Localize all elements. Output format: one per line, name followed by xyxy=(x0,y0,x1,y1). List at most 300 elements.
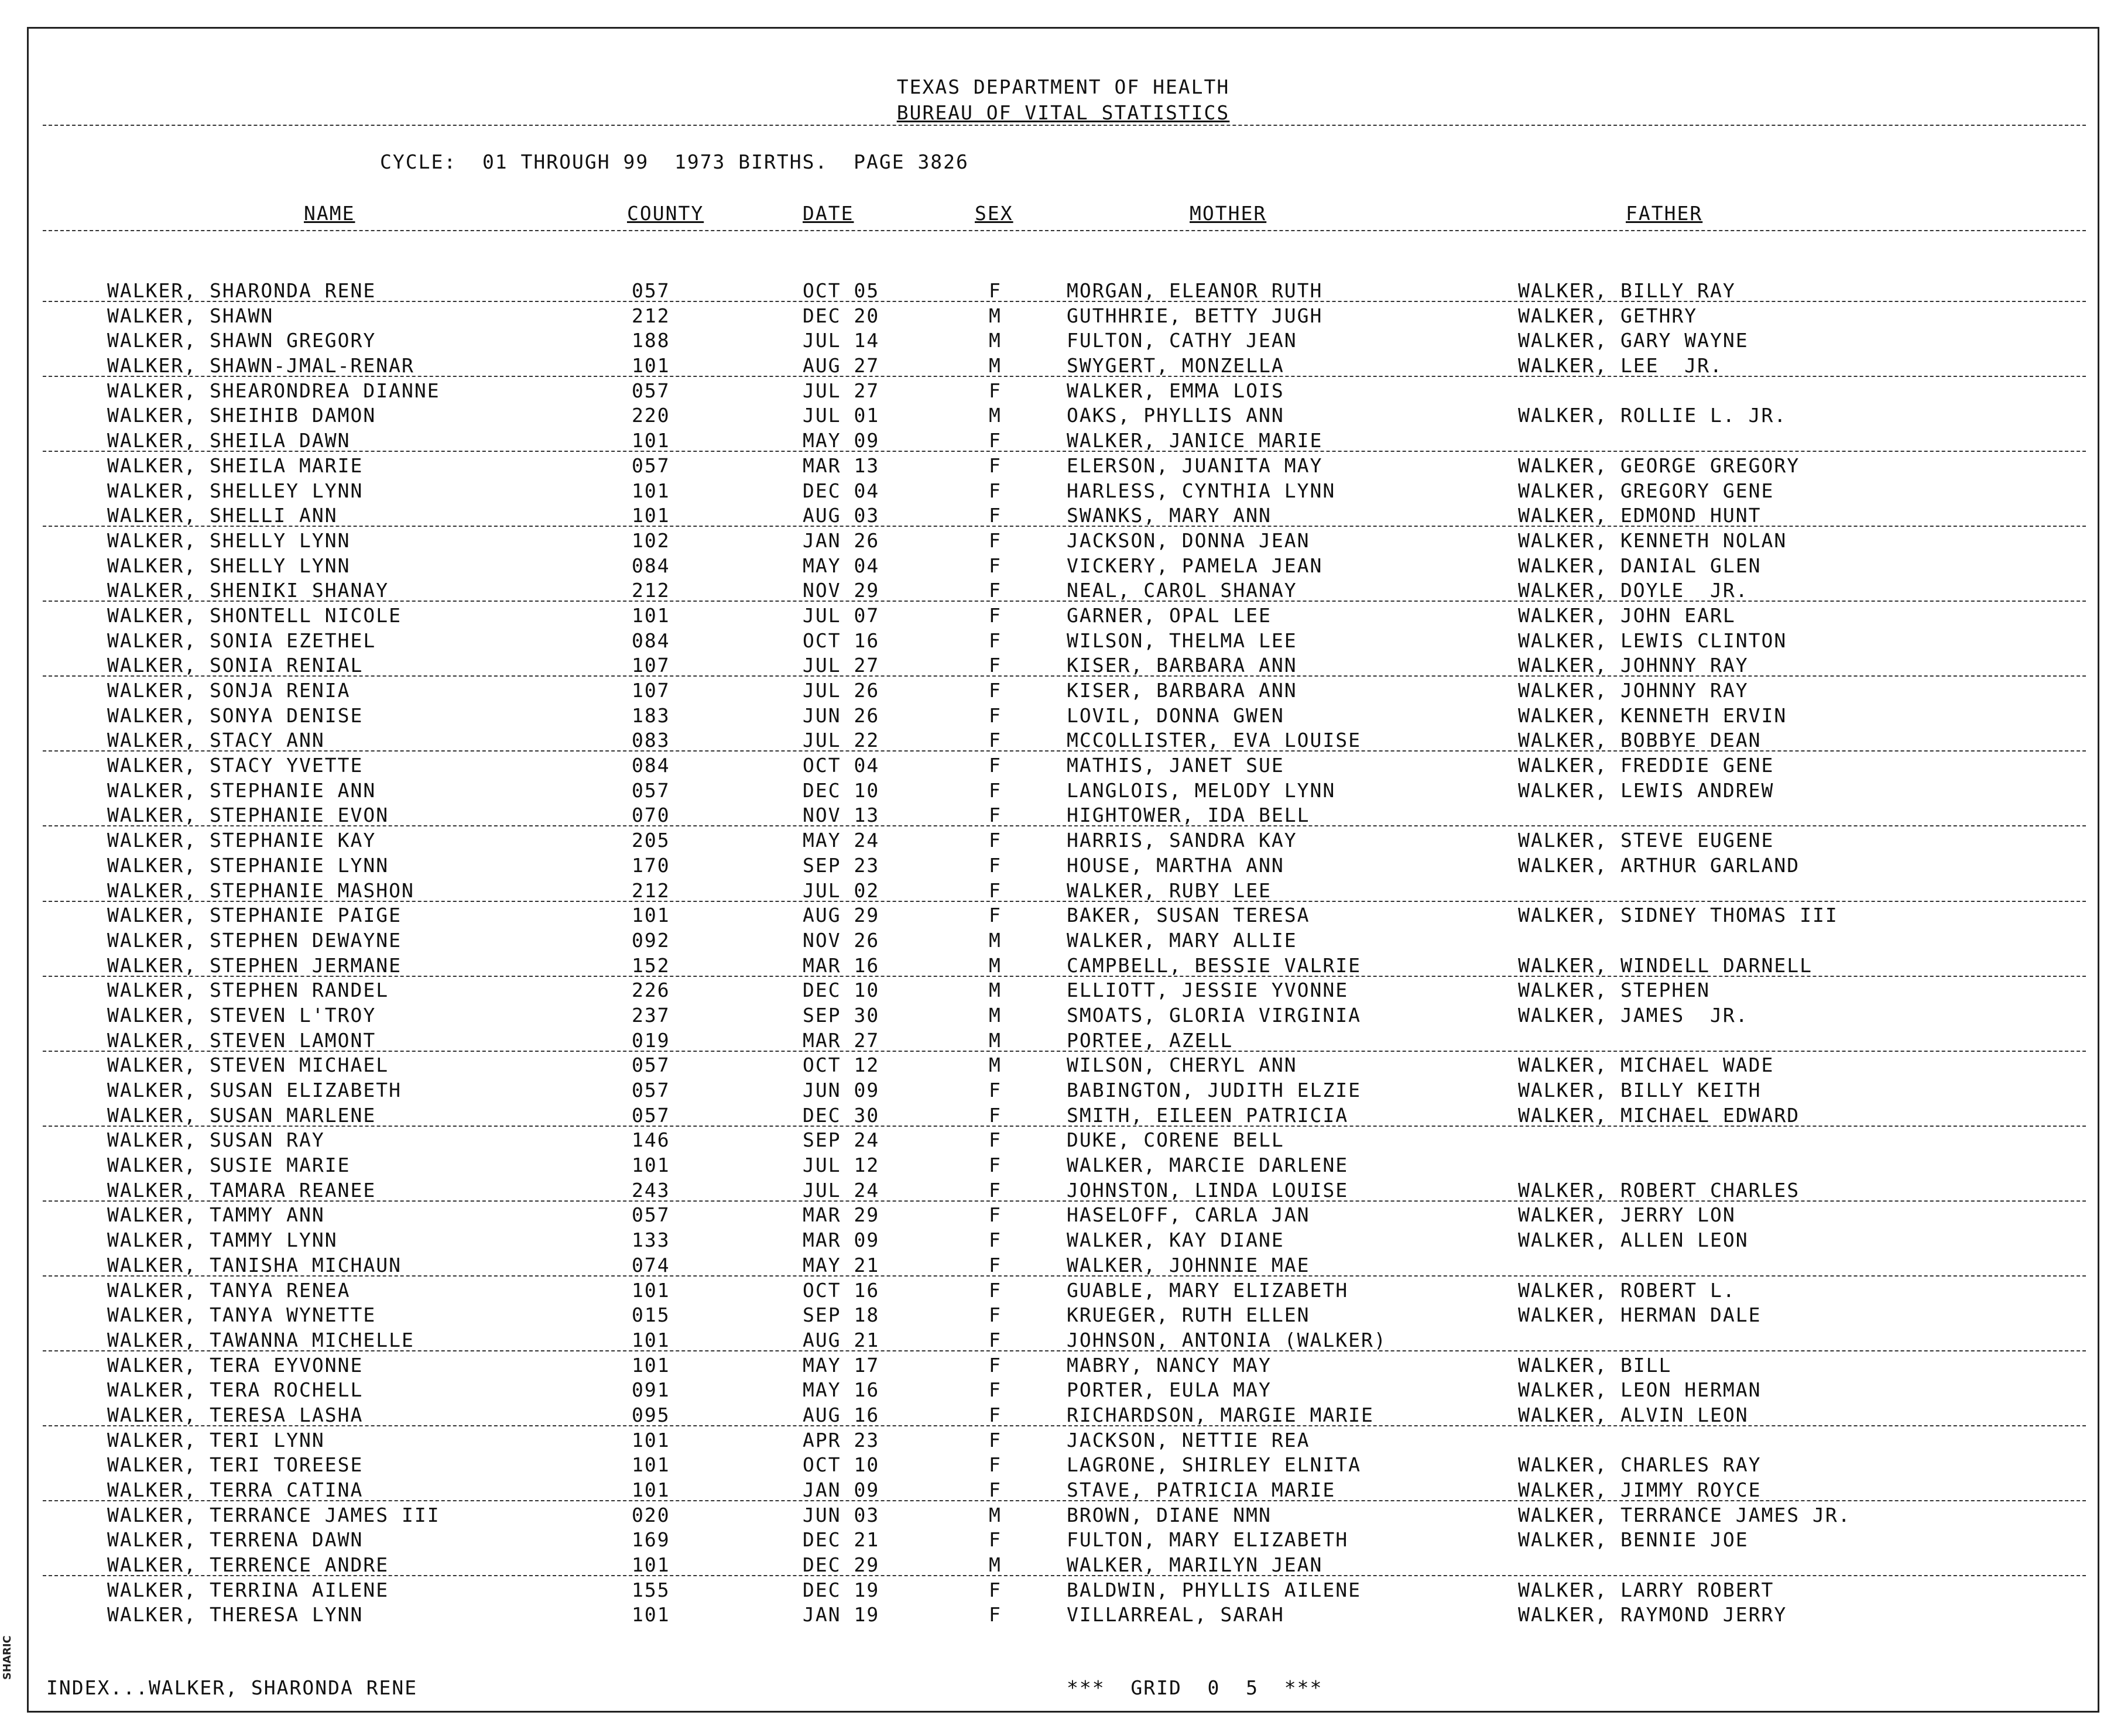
record-county: 212 xyxy=(632,879,670,902)
record-father: WALKER, JAMES JR. xyxy=(1518,1003,1749,1027)
record-row xyxy=(29,1504,2101,1529)
record-name: WALKER, STEPHEN DEWAYNE xyxy=(107,928,402,952)
row-group-rule xyxy=(43,825,2086,826)
record-county: 101 xyxy=(632,904,670,927)
record-father: WALKER, WINDELL DARNELL xyxy=(1518,953,1813,977)
record-sex: F xyxy=(989,804,1002,827)
row-group-rule xyxy=(43,901,2086,902)
record-date: DEC 10 xyxy=(803,778,880,802)
record-county: 020 xyxy=(632,1503,670,1526)
record-name: WALKER, SHELLY LYNN xyxy=(107,554,351,577)
record-county: 057 xyxy=(632,454,670,477)
record-father: WALKER, LEE JR. xyxy=(1518,354,1723,378)
record-name: WALKER, TERA ROCHELL xyxy=(107,1378,364,1402)
record-date: DEC 19 xyxy=(803,1578,880,1601)
record-row xyxy=(29,629,2101,654)
record-county: 092 xyxy=(632,928,670,952)
record-mother: KRUEGER, RUTH ELLEN xyxy=(1067,1303,1310,1327)
record-father: WALKER, JIMMY ROYCE xyxy=(1518,1478,1762,1501)
record-row xyxy=(29,704,2101,729)
record-name: WALKER, SHEARONDREA DIANNE xyxy=(107,379,440,402)
record-father: WALKER, GREGORY GENE xyxy=(1518,479,1774,502)
record-father: WALKER, ROLLIE L. JR. xyxy=(1518,404,1787,427)
record-name: WALKER, STEPHEN RANDEL xyxy=(107,979,389,1002)
record-row xyxy=(29,854,2101,879)
record-name: WALKER, SONJA RENIA xyxy=(107,679,351,702)
record-name: WALKER, STEPHANIE ANN xyxy=(107,778,376,802)
record-row xyxy=(29,329,2101,354)
record-row xyxy=(29,529,2101,554)
row-group-rule xyxy=(43,750,2086,752)
record-father: WALKER, JOHNNY RAY xyxy=(1518,654,1749,677)
record-sex: M xyxy=(989,1054,1002,1077)
record-sex: F xyxy=(989,1229,1002,1252)
record-row xyxy=(29,1203,2101,1229)
agency-title: TEXAS DEPARTMENT OF HEALTH xyxy=(896,76,1230,98)
record-date: AUG 27 xyxy=(803,354,880,378)
row-group-rule xyxy=(43,1350,2086,1351)
record-county: 057 xyxy=(632,1203,670,1227)
record-mother: JACKSON, NETTIE REA xyxy=(1067,1428,1310,1452)
record-row xyxy=(29,1229,2101,1254)
record-name: WALKER, SHEILA MARIE xyxy=(107,454,364,477)
record-county: 101 xyxy=(632,429,670,452)
record-mother: PORTEE, AZELL xyxy=(1067,1028,1234,1052)
record-row xyxy=(29,454,2101,479)
row-group-rule xyxy=(43,1575,2086,1576)
record-mother: FULTON, MARY ELIZABETH xyxy=(1067,1528,1349,1552)
record-name: WALKER, STEVEN MICHAEL xyxy=(107,1054,389,1077)
record-name: WALKER, TERRINA AILENE xyxy=(107,1578,389,1601)
record-mother: CAMPBELL, BESSIE VALRIE xyxy=(1067,953,1361,977)
row-group-rule xyxy=(43,1051,2086,1052)
record-father: WALKER, DOYLE JR. xyxy=(1518,579,1749,602)
col-header-date: DATE xyxy=(803,202,854,225)
record-mother: HARLESS, CYNTHIA LYNN xyxy=(1067,479,1336,502)
record-father: WALKER, STEVE EUGENE xyxy=(1518,829,1774,852)
record-county: 019 xyxy=(632,1028,670,1052)
record-county: 057 xyxy=(632,1103,670,1127)
record-father: WALKER, KENNETH NOLAN xyxy=(1518,529,1787,552)
record-county: 101 xyxy=(632,1428,670,1452)
record-mother: RICHARDSON, MARGIE MARIE xyxy=(1067,1403,1374,1426)
record-row xyxy=(29,1553,2101,1579)
record-county: 057 xyxy=(632,778,670,802)
record-sex: F xyxy=(989,1103,1002,1127)
record-mother: WALKER, MARILYN JEAN xyxy=(1067,1553,1323,1577)
record-sex: F xyxy=(989,1378,1002,1402)
record-date: JAN 19 xyxy=(803,1603,880,1627)
record-row xyxy=(29,1054,2101,1079)
record-father: WALKER, GETHRY xyxy=(1518,304,1698,327)
record-county: 057 xyxy=(632,1079,670,1102)
record-county: 155 xyxy=(632,1578,670,1601)
record-date: JUN 03 xyxy=(803,1503,880,1526)
record-mother: SWANKS, MARY ANN xyxy=(1067,504,1272,527)
record-sex: F xyxy=(989,429,1002,452)
record-sex: F xyxy=(989,554,1002,577)
record-mother: SMOATS, GLORIA VIRGINIA xyxy=(1067,1003,1361,1027)
record-father: WALKER, BILL xyxy=(1518,1353,1672,1377)
record-mother: GUABLE, MARY ELIZABETH xyxy=(1067,1278,1349,1302)
record-county: 074 xyxy=(632,1253,670,1277)
record-county: 101 xyxy=(632,504,670,527)
record-date: MAR 29 xyxy=(803,1203,880,1227)
record-mother: LOVIL, DONNA GWEN xyxy=(1067,704,1284,727)
record-date: OCT 10 xyxy=(803,1453,880,1477)
col-header-mother: MOTHER xyxy=(1190,202,1267,225)
record-county: 237 xyxy=(632,1003,670,1027)
record-row xyxy=(29,979,2101,1004)
record-date: DEC 21 xyxy=(803,1528,880,1552)
record-county: 169 xyxy=(632,1528,670,1552)
record-sex: F xyxy=(989,1528,1002,1552)
record-date: OCT 16 xyxy=(803,629,880,652)
record-county: 243 xyxy=(632,1178,670,1202)
record-sex: F xyxy=(989,1128,1002,1152)
record-row xyxy=(29,1378,2101,1404)
row-group-rule xyxy=(43,1500,2086,1501)
record-date: DEC 29 xyxy=(803,1553,880,1577)
col-header-name: NAME xyxy=(304,202,355,225)
record-mother: PORTER, EULA MAY xyxy=(1067,1378,1272,1402)
col-header-county: COUNTY xyxy=(627,202,704,225)
record-name: WALKER, SHELLEY LYNN xyxy=(107,479,364,502)
row-group-rule xyxy=(43,1425,2086,1426)
record-date: DEC 20 xyxy=(803,304,880,327)
record-mother: MATHIS, JANET SUE xyxy=(1067,754,1284,777)
record-father: WALKER, JERRY LON xyxy=(1518,1203,1736,1227)
record-sex: F xyxy=(989,1428,1002,1452)
record-row xyxy=(29,604,2101,629)
record-name: WALKER, TERRENA DAWN xyxy=(107,1528,364,1552)
record-mother: MCCOLLISTER, EVA LOUISE xyxy=(1067,729,1361,752)
record-mother: OAKS, PHYLLIS ANN xyxy=(1067,404,1284,427)
record-date: MAY 09 xyxy=(803,429,880,452)
record-father: WALKER, ALLEN LEON xyxy=(1518,1229,1749,1252)
row-group-rule xyxy=(43,451,2086,452)
record-name: WALKER, SUSIE MARIE xyxy=(107,1154,351,1177)
record-date: OCT 05 xyxy=(803,279,880,302)
record-date: OCT 16 xyxy=(803,1278,880,1302)
record-father: WALKER, JOHN EARL xyxy=(1518,603,1736,627)
record-date: MAR 13 xyxy=(803,454,880,477)
record-father: WALKER, ARTHUR GARLAND xyxy=(1518,853,1800,877)
record-name: WALKER, STEPHANIE EVON xyxy=(107,804,389,827)
record-sex: M xyxy=(989,304,1002,327)
record-name: WALKER, THERESA LYNN xyxy=(107,1603,364,1627)
record-name: WALKER, SONYA DENISE xyxy=(107,704,364,727)
record-row xyxy=(29,379,2101,404)
record-date: NOV 13 xyxy=(803,804,880,827)
record-name: WALKER, TAMARA REANEE xyxy=(107,1178,376,1202)
record-row xyxy=(29,754,2101,779)
record-sex: F xyxy=(989,279,1002,302)
record-father: WALKER, TERRANCE JAMES JR. xyxy=(1518,1503,1851,1526)
record-name: WALKER, STACY YVETTE xyxy=(107,754,364,777)
record-row xyxy=(29,929,2101,954)
record-sex: F xyxy=(989,679,1002,702)
record-sex: F xyxy=(989,754,1002,777)
record-county: 101 xyxy=(632,1328,670,1351)
record-sex: F xyxy=(989,1353,1002,1377)
record-county: 212 xyxy=(632,304,670,327)
record-sex: F xyxy=(989,904,1002,927)
record-row xyxy=(29,829,2101,854)
record-date: JUL 27 xyxy=(803,379,880,402)
record-mother: BALDWIN, PHYLLIS AILENE xyxy=(1067,1578,1361,1601)
record-date: JUN 09 xyxy=(803,1079,880,1102)
record-row xyxy=(29,304,2101,330)
record-father: WALKER, RAYMOND JERRY xyxy=(1518,1603,1787,1627)
record-father: WALKER, ROBERT CHARLES xyxy=(1518,1178,1800,1202)
record-sex: F xyxy=(989,1178,1002,1202)
record-sex: F xyxy=(989,629,1002,652)
grid-footer: *** GRID 0 5 *** xyxy=(1067,1676,1323,1699)
record-mother: SWYGERT, MONZELLA xyxy=(1067,354,1284,378)
record-name: WALKER, STEPHANIE MASHON xyxy=(107,879,414,902)
record-mother: BAKER, SUSAN TERESA xyxy=(1067,904,1310,927)
record-date: SEP 18 xyxy=(803,1303,880,1327)
record-name: WALKER, STEVEN L'TROY xyxy=(107,1003,376,1027)
record-row xyxy=(29,1429,2101,1454)
record-name: WALKER, TAMMY LYNN xyxy=(107,1229,338,1252)
record-name: WALKER, STEPHANIE KAY xyxy=(107,829,376,852)
record-name: WALKER, STEPHANIE LYNN xyxy=(107,853,389,877)
record-father: WALKER, EDMOND HUNT xyxy=(1518,504,1762,527)
record-name: WALKER, SHAWN-JMAL-RENAR xyxy=(107,354,414,378)
record-mother: BROWN, DIANE NMN xyxy=(1067,1503,1272,1526)
record-date: DEC 30 xyxy=(803,1103,880,1127)
record-mother: WILSON, THELMA LEE xyxy=(1067,629,1297,652)
record-county: 102 xyxy=(632,529,670,552)
record-date: SEP 23 xyxy=(803,853,880,877)
header-rule xyxy=(43,125,2086,126)
record-mother: ELERSON, JUANITA MAY xyxy=(1067,454,1323,477)
record-date: AUG 21 xyxy=(803,1328,880,1351)
row-group-rule xyxy=(43,675,2086,677)
record-name: WALKER, SHENIKI SHANAY xyxy=(107,579,389,602)
row-group-rule xyxy=(43,1275,2086,1277)
record-date: MAY 16 xyxy=(803,1378,880,1402)
record-county: 057 xyxy=(632,279,670,302)
record-row xyxy=(29,1603,2101,1628)
record-sex: F xyxy=(989,853,1002,877)
record-row xyxy=(29,479,2101,505)
record-date: DEC 10 xyxy=(803,979,880,1002)
record-mother: VICKERY, PAMELA JEAN xyxy=(1067,554,1323,577)
record-county: 101 xyxy=(632,1603,670,1627)
record-row xyxy=(29,1128,2101,1154)
record-county: 101 xyxy=(632,1278,670,1302)
record-name: WALKER, SUSAN MARLENE xyxy=(107,1103,376,1127)
record-mother: WALKER, KAY DIANE xyxy=(1067,1229,1284,1252)
record-row xyxy=(29,1453,2101,1478)
record-mother: HOUSE, MARTHA ANN xyxy=(1067,853,1284,877)
record-mother: JOHNSTON, LINDA LOUISE xyxy=(1067,1178,1349,1202)
record-county: 091 xyxy=(632,1378,670,1402)
record-date: AUG 03 xyxy=(803,504,880,527)
record-mother: ELLIOTT, JESSIE YVONNE xyxy=(1067,979,1349,1002)
record-date: JUL 12 xyxy=(803,1154,880,1177)
record-father: WALKER, MICHAEL WADE xyxy=(1518,1054,1774,1077)
record-county: 057 xyxy=(632,1054,670,1077)
record-date: MAY 21 xyxy=(803,1253,880,1277)
record-sex: F xyxy=(989,1253,1002,1277)
record-date: JAN 09 xyxy=(803,1478,880,1501)
record-date: JUL 07 xyxy=(803,603,880,627)
record-name: WALKER, SUSAN RAY xyxy=(107,1128,325,1152)
record-mother: WALKER, EMMA LOIS xyxy=(1067,379,1284,402)
record-name: WALKER, TERI LYNN xyxy=(107,1428,325,1452)
record-father: WALKER, ALVIN LEON xyxy=(1518,1403,1749,1426)
record-sex: F xyxy=(989,1203,1002,1227)
record-mother: JOHNSON, ANTONIA (WALKER) xyxy=(1067,1328,1387,1351)
record-father: WALKER, JOHNNY RAY xyxy=(1518,679,1749,702)
record-name: WALKER, TERRANCE JAMES III xyxy=(107,1503,440,1526)
record-name: WALKER, SHONTELL NICOLE xyxy=(107,603,402,627)
record-sex: F xyxy=(989,529,1002,552)
record-name: WALKER, TERESA LASHA xyxy=(107,1403,364,1426)
row-group-rule xyxy=(43,301,2086,302)
record-county: 152 xyxy=(632,953,670,977)
record-father: WALKER, LARRY ROBERT xyxy=(1518,1578,1774,1601)
record-sex: F xyxy=(989,1278,1002,1302)
record-mother: WALKER, JOHNNIE MAE xyxy=(1067,1253,1310,1277)
record-mother: WILSON, CHERYL ANN xyxy=(1067,1054,1297,1077)
record-date: SEP 24 xyxy=(803,1128,880,1152)
row-group-rule xyxy=(43,376,2086,377)
record-sex: F xyxy=(989,654,1002,677)
record-date: JUL 14 xyxy=(803,329,880,352)
cycle-line: CYCLE: 01 THROUGH 99 1973 BIRTHS. PAGE 3826 xyxy=(380,150,969,173)
record-date: MAR 16 xyxy=(803,953,880,977)
record-sex: M xyxy=(989,1028,1002,1052)
record-county: 205 xyxy=(632,829,670,852)
record-sex: M xyxy=(989,354,1002,378)
row-group-rule xyxy=(43,526,2086,527)
record-mother: VILLARREAL, SARAH xyxy=(1067,1603,1284,1627)
record-father: WALKER, KENNETH ERVIN xyxy=(1518,704,1787,727)
record-date: NOV 29 xyxy=(803,579,880,602)
record-date: AUG 29 xyxy=(803,904,880,927)
record-mother: BABINGTON, JUDITH ELZIE xyxy=(1067,1079,1361,1102)
record-name: WALKER, SUSAN ELIZABETH xyxy=(107,1079,402,1102)
column-header-rule xyxy=(43,230,2086,231)
record-county: 101 xyxy=(632,1353,670,1377)
record-sex: F xyxy=(989,704,1002,727)
record-sex: M xyxy=(989,979,1002,1002)
record-mother: DUKE, CORENE BELL xyxy=(1067,1128,1284,1152)
record-county: 101 xyxy=(632,354,670,378)
record-father: WALKER, LEWIS ANDREW xyxy=(1518,778,1774,802)
record-name: WALKER, TANYA RENEA xyxy=(107,1278,351,1302)
record-mother: STAVE, PATRICIA MARIE xyxy=(1067,1478,1336,1501)
record-row xyxy=(29,1478,2101,1504)
record-date: JUL 01 xyxy=(803,404,880,427)
record-row xyxy=(29,554,2101,579)
record-name: WALKER, SONIA RENIAL xyxy=(107,654,364,677)
record-county: 015 xyxy=(632,1303,670,1327)
record-sex: F xyxy=(989,504,1002,527)
record-row xyxy=(29,1079,2101,1104)
record-name: WALKER, TERI TOREESE xyxy=(107,1453,364,1477)
record-county: 170 xyxy=(632,853,670,877)
record-father: WALKER, SIDNEY THOMAS III xyxy=(1518,904,1838,927)
record-row xyxy=(29,1279,2101,1304)
record-sex: F xyxy=(989,879,1002,902)
record-name: WALKER, STACY ANN xyxy=(107,729,325,752)
record-sex: F xyxy=(989,1578,1002,1601)
record-sex: F xyxy=(989,729,1002,752)
record-name: WALKER, SHAWN GREGORY xyxy=(107,329,376,352)
record-sex: F xyxy=(989,479,1002,502)
record-name: WALKER, STEPHEN JERMANE xyxy=(107,953,402,977)
record-mother: FULTON, CATHY JEAN xyxy=(1067,329,1297,352)
record-sex: F xyxy=(989,454,1002,477)
col-header-sex: SEX xyxy=(975,202,1013,225)
bureau-title: BUREAU OF VITAL STATISTICS xyxy=(896,101,1230,124)
record-county: 107 xyxy=(632,679,670,702)
record-sex: F xyxy=(989,1154,1002,1177)
record-date: OCT 04 xyxy=(803,754,880,777)
record-sex: M xyxy=(989,953,1002,977)
record-date: JUL 26 xyxy=(803,679,880,702)
record-date: MAY 24 xyxy=(803,829,880,852)
record-county: 133 xyxy=(632,1229,670,1252)
record-row xyxy=(29,1154,2101,1179)
record-father: WALKER, LEWIS CLINTON xyxy=(1518,629,1787,652)
record-date: APR 23 xyxy=(803,1428,880,1452)
record-sex: F xyxy=(989,1303,1002,1327)
record-county: 083 xyxy=(632,729,670,752)
record-county: 101 xyxy=(632,1453,670,1477)
record-county: 084 xyxy=(632,554,670,577)
record-row xyxy=(29,1354,2101,1379)
record-county: 226 xyxy=(632,979,670,1002)
record-mother: WALKER, JANICE MARIE xyxy=(1067,429,1323,452)
record-county: 107 xyxy=(632,654,670,677)
record-county: 101 xyxy=(632,479,670,502)
record-father: WALKER, BENNIE JOE xyxy=(1518,1528,1749,1552)
record-mother: NEAL, CAROL SHANAY xyxy=(1067,579,1297,602)
record-name: WALKER, TERRA CATINA xyxy=(107,1478,364,1501)
record-name: WALKER, STEVEN LAMONT xyxy=(107,1028,376,1052)
record-mother: MABRY, NANCY MAY xyxy=(1067,1353,1272,1377)
record-father: WALKER, BOBBYE DEAN xyxy=(1518,729,1762,752)
record-row xyxy=(29,904,2101,929)
record-name: WALKER, STEPHANIE PAIGE xyxy=(107,904,402,927)
record-mother: LANGLOIS, MELODY LYNN xyxy=(1067,778,1336,802)
record-sex: F xyxy=(989,579,1002,602)
record-name: WALKER, SHEILA DAWN xyxy=(107,429,351,452)
record-mother: GARNER, OPAL LEE xyxy=(1067,603,1272,627)
record-mother: LAGRONE, SHIRLEY ELNITA xyxy=(1067,1453,1361,1477)
record-name: WALKER, TERRENCE ANDRE xyxy=(107,1553,389,1577)
record-mother: HASELOFF, CARLA JAN xyxy=(1067,1203,1310,1227)
record-date: JUL 22 xyxy=(803,729,880,752)
record-name: WALKER, TANYA WYNETTE xyxy=(107,1303,376,1327)
record-date: MAR 09 xyxy=(803,1229,880,1252)
record-county: 057 xyxy=(632,379,670,402)
col-header-father: FATHER xyxy=(1626,202,1703,225)
record-county: 101 xyxy=(632,1553,670,1577)
record-mother: KISER, BARBARA ANN xyxy=(1067,654,1297,677)
record-sex: F xyxy=(989,379,1002,402)
record-mother: WALKER, MARY ALLIE xyxy=(1067,928,1297,952)
record-name: WALKER, TAWANNA MICHELLE xyxy=(107,1328,414,1351)
record-sex: F xyxy=(989,1403,1002,1426)
